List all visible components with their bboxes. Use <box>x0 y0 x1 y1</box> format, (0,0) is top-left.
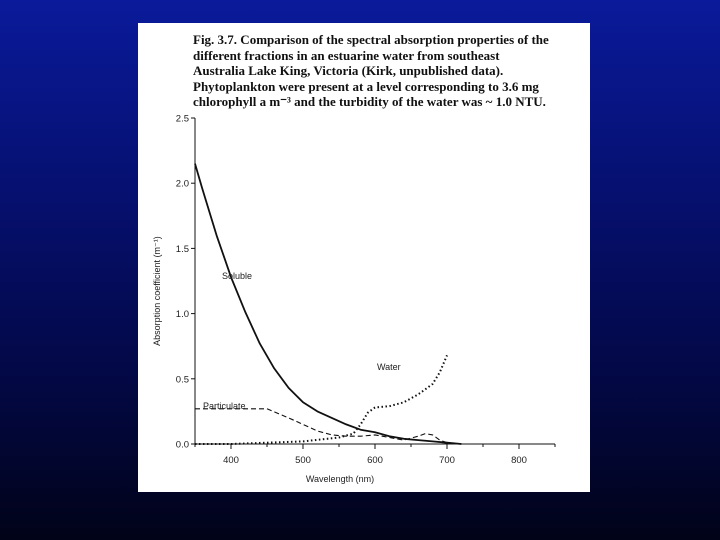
y-tick-label: 2.5 <box>175 113 189 125</box>
chart-axes <box>195 118 555 444</box>
x-tick-label: 400 <box>223 455 239 466</box>
caption-line: Fig. 3.7. Comparison of the spectral absorption properties of the <box>193 32 549 47</box>
y-tick-label: 1.0 <box>175 309 189 321</box>
series-label-water: Water <box>377 362 401 372</box>
x-axis-title: Wavelength (nm) <box>305 474 375 484</box>
y-tick-label: 0.5 <box>175 374 189 386</box>
caption-line: Phytoplankton were present at a level corresponding to 3.6 mg <box>193 78 539 94</box>
y-tick-label: 1.5 <box>175 243 189 255</box>
caption-line: different fractions in an estuarine water from southeast <box>193 47 500 63</box>
x-tick-label: 500 <box>295 455 311 466</box>
caption-line: Australia Lake King, Victoria (Kirk, unpublished data). <box>193 63 504 78</box>
y-axis-title: Absorption coefficient (m⁻¹) <box>152 236 162 346</box>
series-label-soluble: Soluble <box>222 271 253 281</box>
chart-labels <box>152 114 527 485</box>
series-label-particulate: Particulate <box>203 401 246 411</box>
y-tick-label: 0.0 <box>175 439 189 451</box>
caption-line: chlorophyll a m⁻³ and the turbidity of the water was ~ 1.0 NTU. <box>193 94 546 109</box>
chart-ticks <box>191 118 555 449</box>
x-tick-label: 700 <box>439 455 455 466</box>
x-tick-label: 600 <box>367 455 383 466</box>
y-tick-label: 2.0 <box>175 178 189 190</box>
x-tick-label: 800 <box>511 455 527 466</box>
series-line-water <box>195 355 447 444</box>
